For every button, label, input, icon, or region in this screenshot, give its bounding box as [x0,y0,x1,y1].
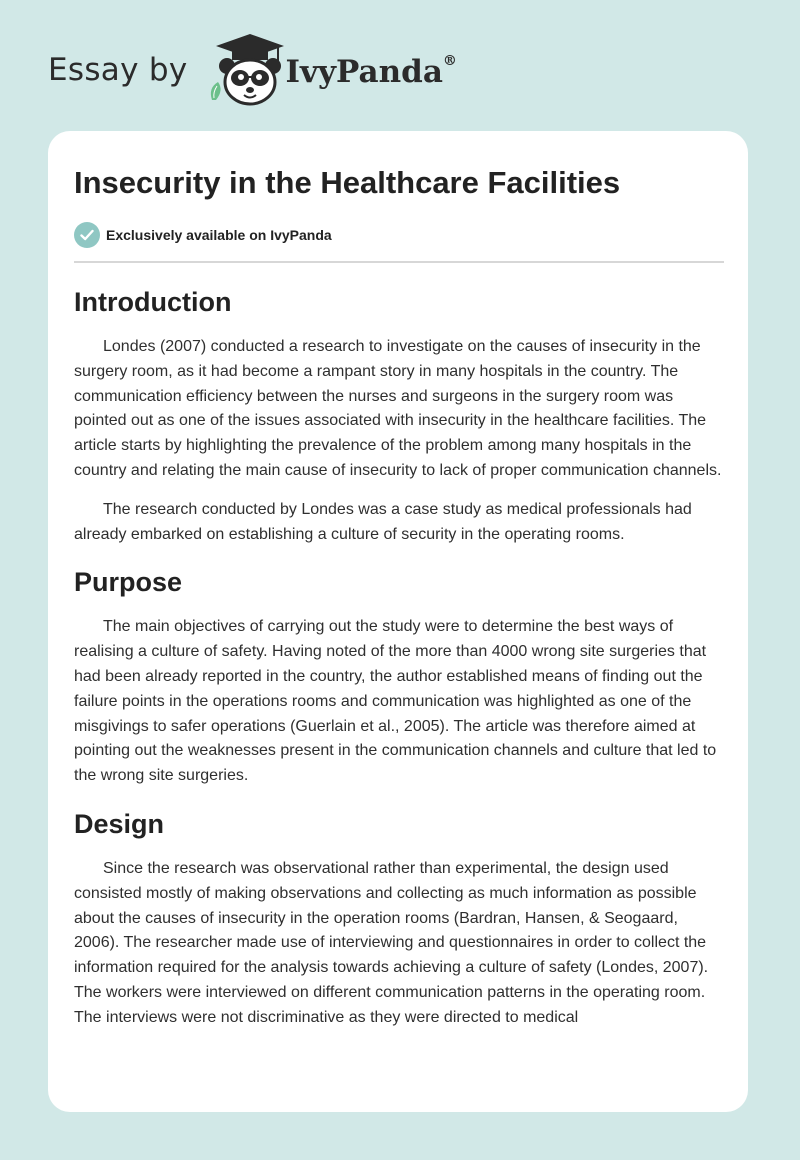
paragraph: The main objectives of carrying out the study were to determine the best ways of realising a culture of safety. Having noted of the more than 4000 wrong site surgeries that had been already reported in the country, the author established means of finding out the failure points in the operations rooms and communication was highlighted as one of the misgivings to safer operations (Guerlain et al., 2005). The article was therefore aimed at pointing out the weaknesses present in the communication channels and culture that led to the wrong site surgeries. [74,618,717,785]
paragraph: Londes (2007) conducted a research to investigate on the causes of insecurity in the surgery room, as it had become a rampant story in many hospitals in the country. The communication efficiency between the nurses and surgeons in the surgery room was pointed out as one of the issues associated with insecurity in the healthcare facilities. The article starts by highlighting the prevalence of the problem among many hospitals in the country and relating the main cause of insecurity to lack of proper communication channels. [74,338,722,479]
section-purpose [74,561,724,789]
essay-by-label: Essay by [48,52,188,88]
section-heading: Purpose [74,567,183,598]
article-body [74,281,724,1045]
section-design [74,803,724,1031]
check-circle-icon [74,222,100,248]
exclusive-badge [74,222,332,248]
paragraph: The research conducted by Londes was a case study as medical professionals had already embarked on establishing a culture of security in the operating rooms. [74,500,692,543]
article-card [48,131,748,1112]
section-heading: Introduction [74,287,232,317]
registered-mark: ® [442,52,457,69]
site-header [48,30,457,110]
section-introduction [74,281,724,547]
section-heading: Design [74,808,165,839]
title-divider [74,261,724,263]
ivypanda-brand[interactable]: IvyPanda® [285,52,457,90]
exclusive-label: Exclusively available on IvyPanda [106,227,332,243]
panda-logo-icon[interactable] [202,30,290,110]
paragraph: Since the research was observational rather than experimental, the design used consisted mostly of making observations and collecting as much information as possible about the causes of insecurity in the operation rooms (Bardran, Hansen, & Seogaard, 2006). The researcher made use of interviewing and questionnaires in order to collect the information required for the analysis towards achieving a culture of safety (Londes, 2007). The workers were interviewed on different communication patterns in the operating room. The interviews were not discriminative as they were directed to medical [74,859,709,1026]
article-title: Insecurity in the Healthcare Facilities [74,165,621,200]
